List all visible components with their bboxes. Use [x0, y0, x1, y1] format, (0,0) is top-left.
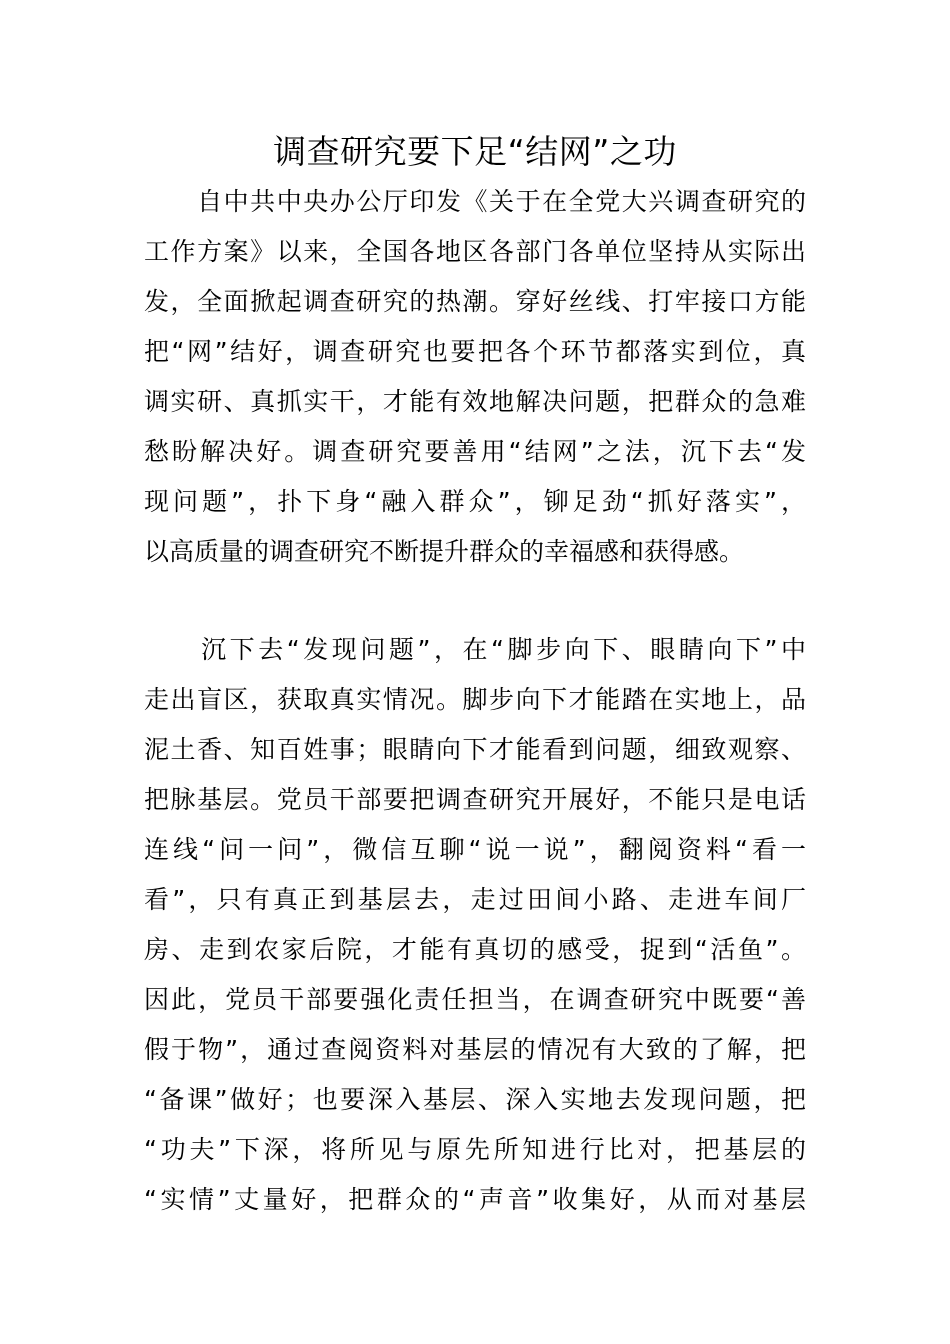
text-line: 连线“问一问”，微信互聊“说一说”，翻阅资料“看一: [144, 835, 806, 864]
document-title: 调查研究要下足“结网”之功: [273, 132, 677, 171]
text-line: “实情”丈量好，把群众的“声音”收集好，从而对基层: [144, 1185, 806, 1214]
text-line: 泥土香、知百姓事；眼睛向下才能看到问题，细致观察、: [144, 735, 806, 764]
text-line: 看”，只有真正到基层去，走过田间小路、走进车间厂: [144, 885, 806, 914]
text-line: 调实研、真抓实干，才能有效地解决问题，把群众的急难: [144, 387, 806, 416]
text-line: 房、走到农家后院，才能有真切的感受，捉到“活鱼”。: [144, 935, 806, 964]
text-line: 假于物”，通过查阅资料对基层的情况有大致的了解，把: [144, 1035, 806, 1064]
text-line: 发，全面掀起调查研究的热潮。穿好丝线、打牢接口方能: [144, 287, 806, 316]
text-line: 把“网”结好，调查研究也要把各个环节都落实到位，真: [144, 337, 806, 366]
text-line: 现问题”，扑下身“融入群众”，铆足劲“抓好落实”，: [144, 487, 806, 516]
text-line: 走出盲区，获取真实情况。脚步向下才能踏在实地上，品: [144, 685, 806, 714]
text-line: 以高质量的调查研究不断提升群众的幸福感和获得感。: [144, 537, 745, 566]
paragraph-2: [144, 625, 806, 1225]
text-line: “备课”做好；也要深入基层、深入实地去发现问题，把: [144, 1085, 806, 1114]
text-line: 愁盼解决好。调查研究要善用“结网”之法，沉下去“发: [144, 437, 806, 466]
text-line: “功夫”下深，将所见与原先所知进行比对，把基层的: [144, 1135, 806, 1164]
text-line: 把脉基层。党员干部要把调查研究开展好，不能只是电话: [144, 785, 806, 814]
paragraph-1: [144, 177, 806, 577]
text-line: 沉下去“发现问题”，在“脚步向下、眼睛向下”中: [144, 635, 806, 664]
text-line: 工作方案》以来，全国各地区各部门各单位坚持从实际出: [144, 237, 806, 266]
text-line: 因此，党员干部要强化责任担当，在调查研究中既要“善: [144, 985, 806, 1014]
text-line: 自中共中央办公厅印发《关于在全党大兴调查研究的: [144, 187, 806, 216]
